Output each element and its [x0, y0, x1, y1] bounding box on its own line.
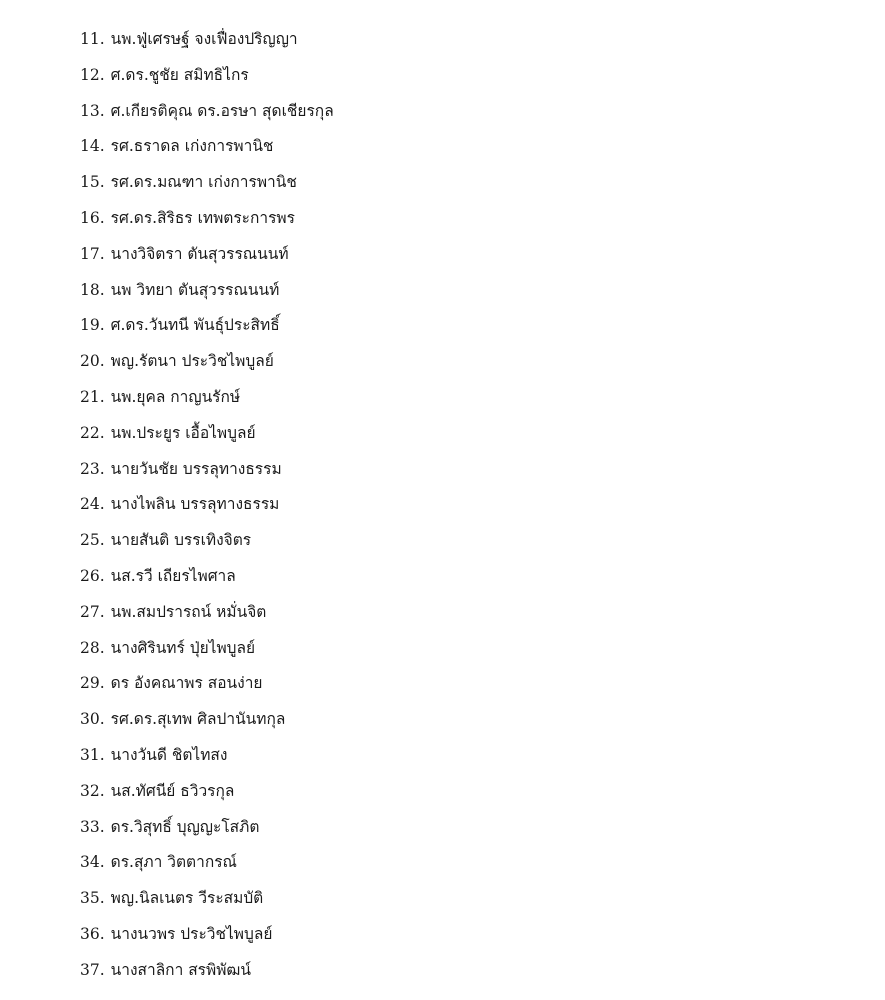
list-item-name: รศ.ธราดล เก่งการพานิช — [110, 137, 274, 156]
list-item-number: 33. — [80, 817, 105, 836]
list-item-name: ดร อังคณาพร สอนง่าย — [110, 674, 263, 693]
list-item-number: 19. — [80, 316, 105, 335]
list-item-name: นางศิรินทร์ ปุ่ยไพบูลย์ — [110, 638, 256, 657]
list-item — [80, 384, 334, 420]
list-item-number: 17. — [80, 244, 105, 263]
list-item-number: 35. — [80, 889, 105, 908]
list-item-number: 21. — [80, 387, 105, 406]
list-item-number: 13. — [80, 101, 105, 120]
list-item — [80, 348, 334, 384]
list-item-number: 26. — [80, 566, 105, 585]
list-item-name: พญ.นิลเนตร วีระสมบัติ — [110, 889, 264, 908]
list-item-number: 27. — [80, 602, 105, 621]
list-item-number: 18. — [80, 280, 105, 299]
list-item — [80, 169, 334, 205]
list-item-number: 31. — [80, 745, 105, 764]
list-item — [80, 491, 334, 527]
list-item-name: พญ.รัตนา ประวิชไพบูลย์ — [110, 352, 274, 371]
list-item — [80, 241, 334, 277]
list-item-number: 24. — [80, 495, 105, 514]
list-item-name: นส.รวี เถียรไพศาล — [110, 566, 236, 585]
list-item — [80, 670, 334, 706]
list-item — [80, 885, 334, 921]
list-item-name: นายสันติ บรรเทิงจิตร — [110, 531, 252, 550]
list-item-name: นพ.ฟู่เศรษฐ์ จงเฟื่องปริญญา — [110, 30, 298, 48]
list-item — [80, 420, 334, 456]
list-item-name: นางนวพร ประวิชไพบูลย์ — [110, 924, 273, 943]
list-item-number: 20. — [80, 352, 105, 371]
list-item-number: 14. — [80, 137, 105, 156]
list-item-name: นายวันชัย บรรลุทางธรรม — [110, 459, 282, 478]
list-item — [80, 62, 334, 98]
list-item-number: 11. — [80, 30, 105, 48]
list-item-number: 36. — [80, 924, 105, 943]
list-item — [80, 635, 334, 671]
list-item — [80, 456, 334, 492]
list-item-number: 25. — [80, 531, 105, 550]
list-item-name: ดร.วิสุทธิ์ บุญญะโสภิต — [110, 817, 260, 836]
list-item — [80, 849, 334, 885]
list-item-name: ดร.สุภา วิตตากรณ์ — [110, 853, 237, 872]
list-item-name: นางไพลิน บรรลุทางธรรม — [110, 495, 280, 514]
list-item-number: 15. — [80, 173, 105, 192]
list-item-name: รศ.ดร.สุเทพ ศิลปานันทกุล — [110, 710, 286, 729]
list-item — [80, 921, 334, 957]
list-item — [80, 706, 334, 742]
list-item — [80, 742, 334, 778]
list-item-number: 16. — [80, 208, 105, 227]
list-item-number: 23. — [80, 459, 105, 478]
list-item-name: รศ.ดร.มณฑา เก่งการพานิช — [110, 173, 297, 192]
list-item-name: นพ วิทยา ตันสุวรรณนนท์ — [110, 280, 280, 299]
list-item-number: 32. — [80, 781, 105, 800]
list-item — [80, 563, 334, 599]
list-item-name: นพ.สมปรารถน์ หมั่นจิต — [110, 602, 267, 621]
list-item-number: 22. — [80, 423, 105, 442]
list-item — [80, 778, 334, 814]
list-item-number: 12. — [80, 65, 105, 84]
list-item — [80, 814, 334, 850]
list-item-name: ศ.เกียรติคุณ ดร.อรษา สุดเชียรกุล — [110, 101, 334, 120]
name-list — [80, 26, 334, 993]
list-item — [80, 26, 334, 62]
list-item-number: 28. — [80, 638, 105, 657]
list-item-name: นพ.ยุคล กาญนรักษ์ — [110, 387, 241, 406]
list-item-name: นางวิจิตรา ตันสุวรรณนนท์ — [110, 244, 289, 263]
list-item-name: ศ.ดร.ชูชัย สมิทธิไกร — [110, 65, 249, 84]
list-item-number: 34. — [80, 853, 105, 872]
list-item — [80, 277, 334, 313]
list-item — [80, 527, 334, 563]
list-item — [80, 133, 334, 169]
list-item-name: นพ.ประยูร เอื้อไพบูลย์ — [110, 423, 256, 442]
list-item-number: 30. — [80, 710, 105, 729]
list-item-name: นางสาลิกา สรพิพัฒน์ — [110, 960, 252, 979]
list-item — [80, 205, 334, 241]
list-item-number: 29. — [80, 674, 105, 693]
list-item — [80, 599, 334, 635]
list-item-name: นส.ทัศนีย์ ธวิวรกุล — [110, 781, 235, 800]
list-item-name: รศ.ดร.สิริธร เทพตระการพร — [110, 208, 295, 227]
list-item-name: ศ.ดร.วันทนี พันธุ์ประสิทธิ์ — [110, 316, 280, 335]
list-item — [80, 98, 334, 134]
list-item — [80, 957, 334, 993]
list-item-number: 37. — [80, 960, 105, 979]
list-item-name: นางวันดี ชิตไทสง — [110, 745, 228, 764]
list-item — [80, 312, 334, 348]
